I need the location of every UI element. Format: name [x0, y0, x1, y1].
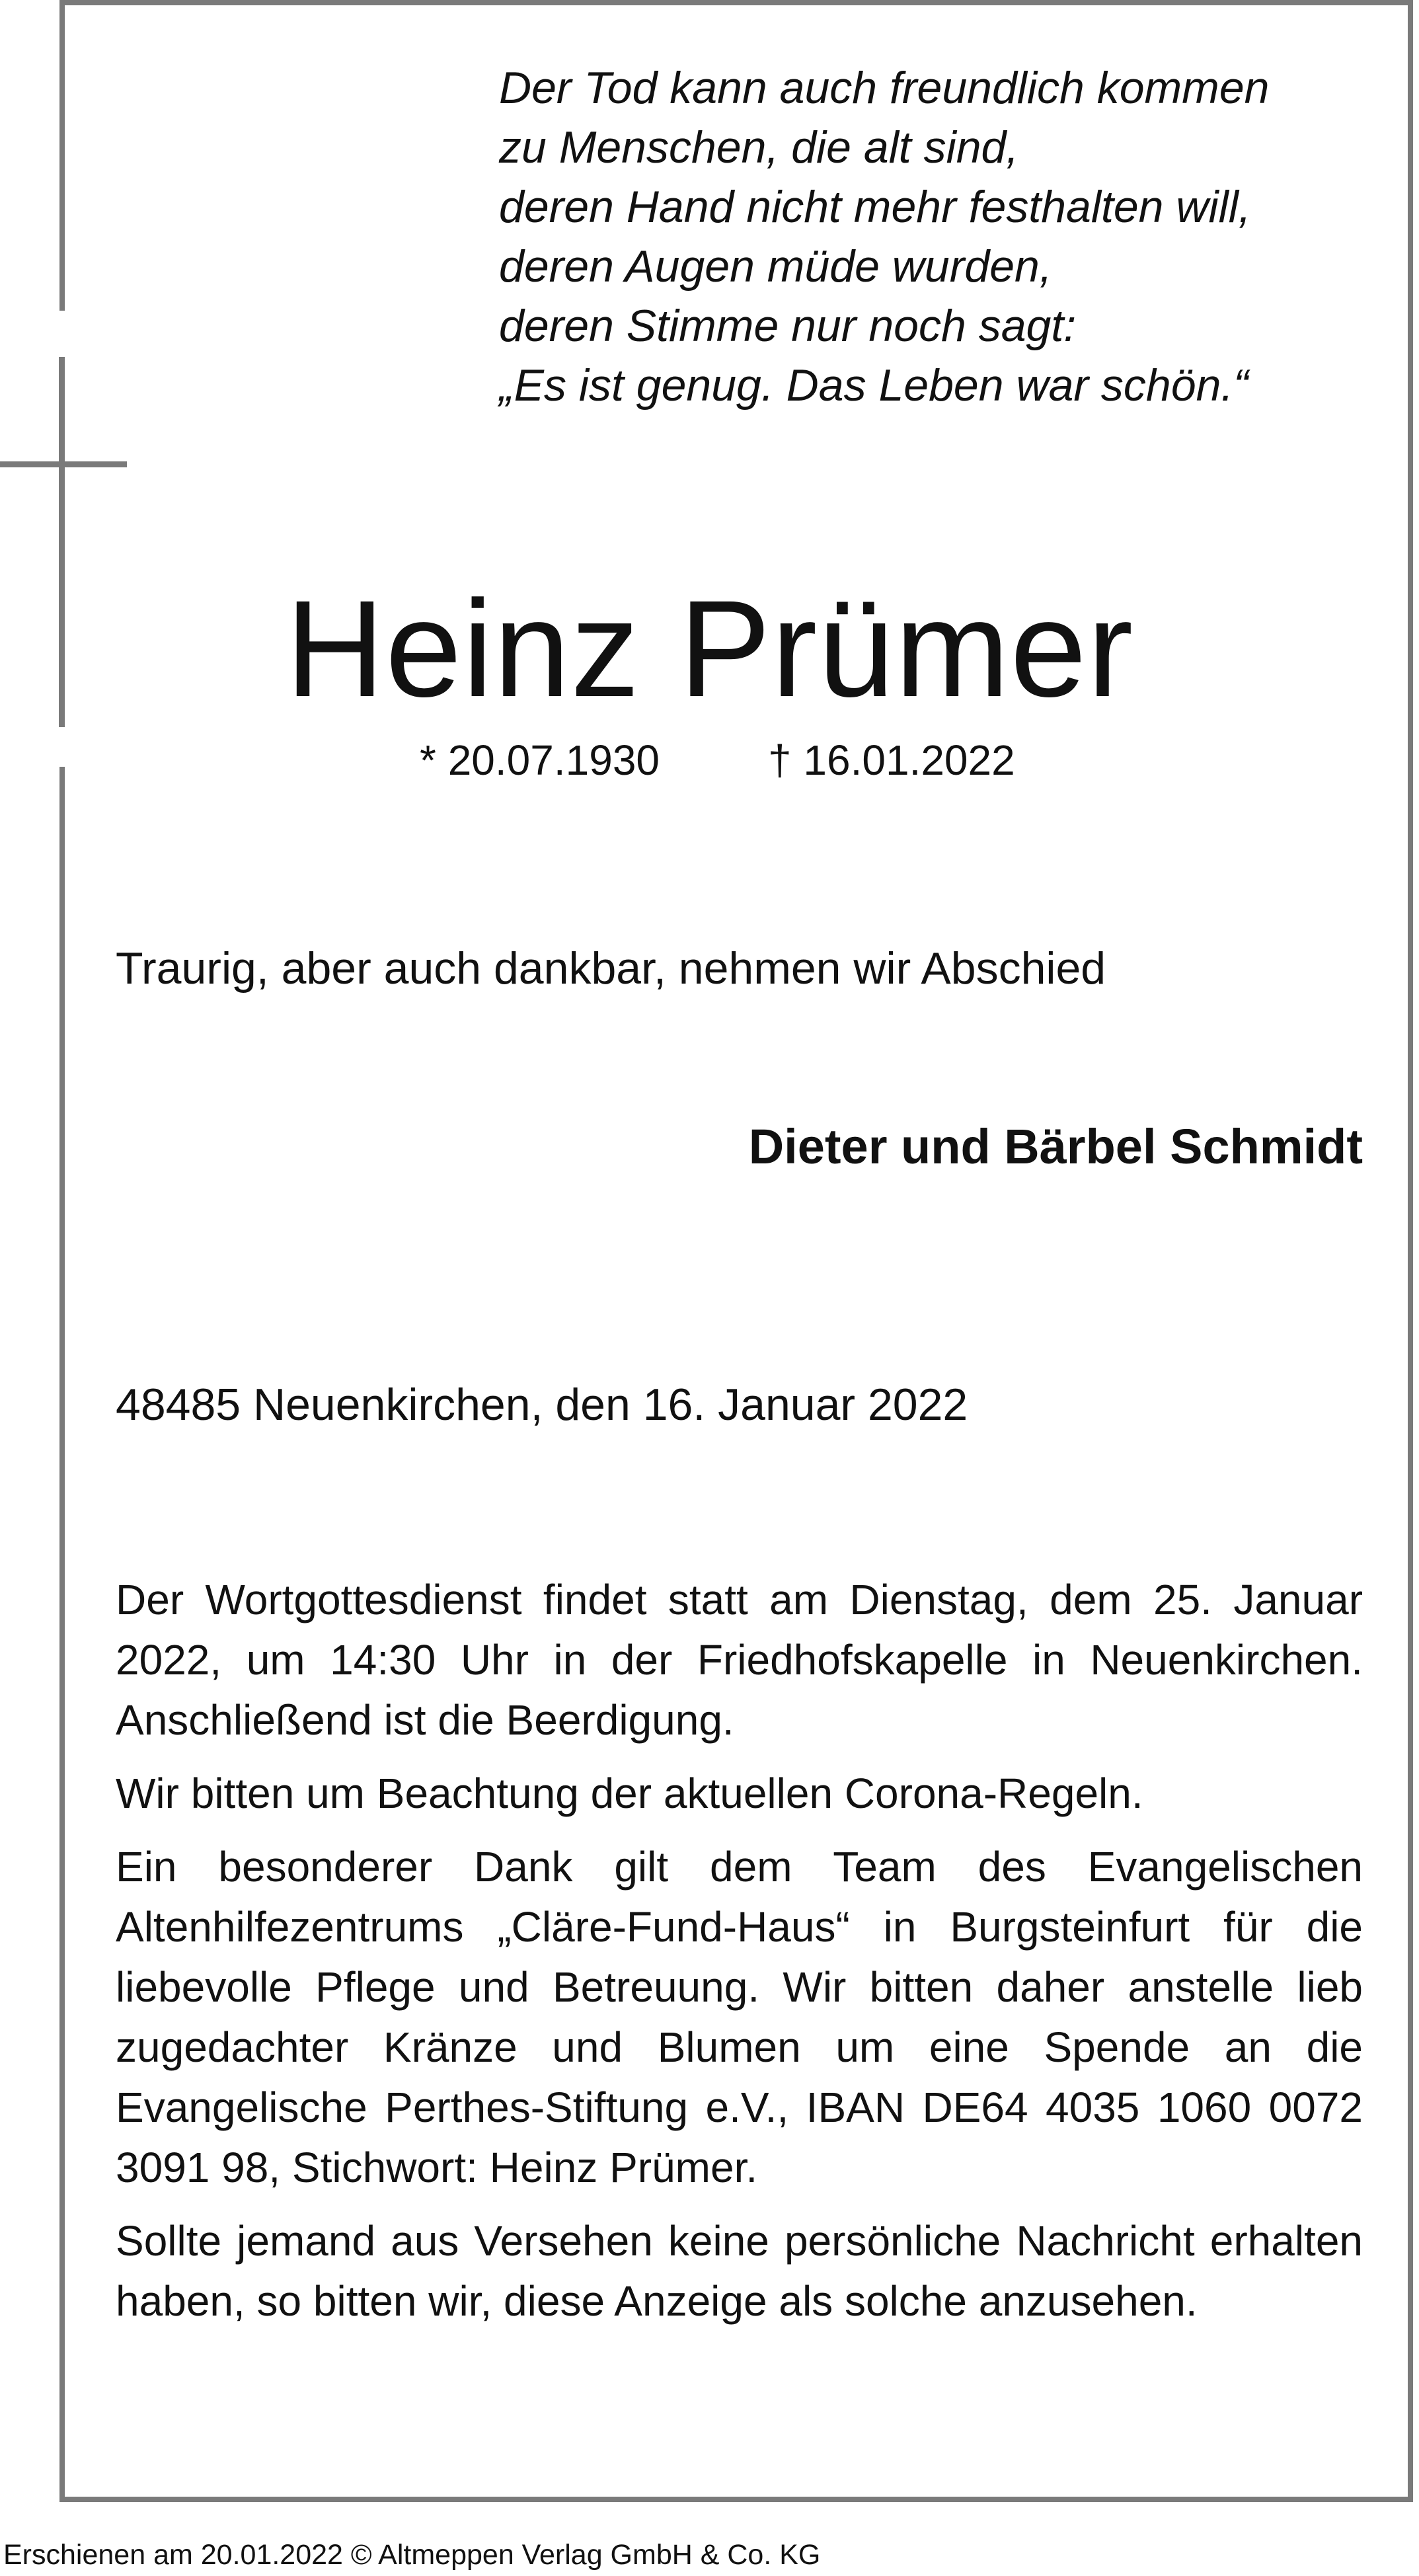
- place-date: 48485 Neuenkirchen, den 16. Januar 2022: [116, 1380, 968, 1430]
- signatories: Dieter und Bärbel Schmidt: [748, 1119, 1363, 1174]
- frame-left-border-lower: [59, 767, 65, 2502]
- deceased-name: Heinz Prümer: [285, 572, 1134, 726]
- cross-horizontal-bar: [0, 461, 127, 467]
- poem-line: „Es ist genug. Das Leben war schön.“: [499, 360, 1248, 410]
- thanks-donation-paragraph: Ein besonderer Dank gilt dem Team des Evangelischen Altenhilfezentrums „Cläre-Fund-Haus“ in Burgsteinfurt für die liebevolle Pflege und Betreuung. Wir bitten daher anstelle lieb zugedachter Kränze und Blumen um eine Spende an die Evangelische Perthes-Stiftung e.V., IBAN DE64 4035 1060 0072 3091 98, Stichwort: Heinz Prümer.: [116, 1843, 1363, 2191]
- body-text: [116, 1570, 1363, 2345]
- poem-line: deren Stimme nur noch sagt:: [499, 301, 1077, 351]
- frame-top-border: [59, 0, 1412, 5]
- publication-footer: Erschienen am 20.01.2022 © Altmeppen Verlag GmbH & Co. KG: [3, 2539, 821, 2571]
- notice-paragraph: Sollte jemand aus Versehen keine persönliche Nachricht erhalten haben, so bitten wir, diese Anzeige als solche anzusehen.: [116, 2217, 1363, 2325]
- birth-date: * 20.07.1930: [420, 736, 660, 784]
- corona-paragraph: Wir bitten um Beachtung der aktuellen Corona-Regeln.: [116, 1770, 1143, 1817]
- frame-right-border: [1408, 0, 1413, 2502]
- poem-line: deren Hand nicht mehr festhalten will,: [499, 182, 1251, 232]
- service-paragraph: Der Wortgottesdienst findet statt am Dienstag, dem 25. Januar 2022, um 14:30 Uhr in der Friedhofskapelle in Neuenkirchen. Anschließend ist die Beerdigung.: [116, 1576, 1363, 1744]
- frame-bottom-border: [59, 2497, 1413, 2502]
- poem: [499, 58, 1398, 415]
- frame-left-border-upper: [59, 0, 65, 311]
- death-date: † 16.01.2022: [768, 736, 1015, 784]
- farewell-line: Traurig, aber auch dankbar, nehmen wir Abschied: [116, 943, 1106, 994]
- poem-line: deren Augen müde wurden,: [499, 241, 1052, 292]
- poem-line: Der Tod kann auch freundlich kommen: [499, 63, 1270, 113]
- poem-line: zu Menschen, die alt sind,: [499, 122, 1019, 173]
